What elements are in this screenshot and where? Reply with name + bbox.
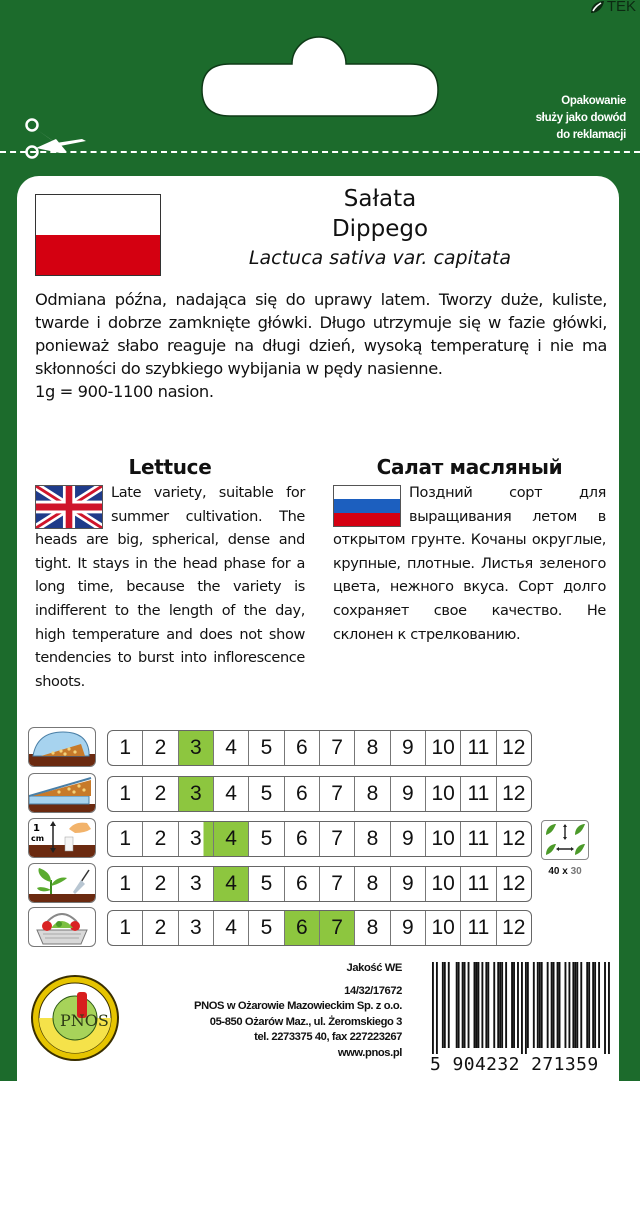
brand-name: TEK xyxy=(606,0,636,15)
month-cell: 4 xyxy=(214,731,249,765)
description-text: Odmiana późna, nadająca się do uprawy latem. Tworzy duże, kuliste, twarde i dobrze zamknięte główki. Długo utrzymuje się w fazie główki, ponieważ słabo reaguje na długi dzień, wysoką temperaturę i nie ma skłonności do szybkiego wybijania w pędy nasienne. xyxy=(35,290,607,378)
month-cell: 7 xyxy=(320,867,355,901)
month-cell: 12 xyxy=(502,872,526,895)
month-cell: 5 xyxy=(249,822,284,856)
english-text: Late variety, suitable for summer cultivation. The heads are big, spherical, dense and tight. It stays in the head phase for a long time, because the variety is indifferent to the length of the day, high temperature and does not show tendencies to burst into inflorescence shoots. xyxy=(35,485,305,690)
company-website[interactable]: www.pnos.pl xyxy=(337,1046,402,1059)
month-cell: 11 xyxy=(461,777,496,811)
month-cell: 10 xyxy=(426,731,461,765)
svg-text:cm: cm xyxy=(31,834,45,843)
quality-mark: Jakość WE xyxy=(346,962,402,974)
month-cell: 12 xyxy=(502,827,526,850)
latin-name: Lactuca sativa var. capitata xyxy=(248,247,512,269)
month-cell: 7 xyxy=(320,822,355,856)
month-cell: 10 xyxy=(426,867,461,901)
sowing-depth-1cm-icon xyxy=(28,818,96,858)
month-cell: 9 xyxy=(391,777,426,811)
month-cell: 9 xyxy=(391,867,426,901)
variety-name: Dippego xyxy=(331,216,429,242)
cut-line xyxy=(0,151,640,153)
month-cell: 1 xyxy=(108,731,143,765)
month-cell: 6 xyxy=(285,867,320,901)
svg-text:1: 1 xyxy=(33,823,40,834)
calendar-row xyxy=(28,864,526,902)
month-cell: 8 xyxy=(355,911,390,945)
month-cell: 8 xyxy=(355,867,390,901)
barcode xyxy=(432,962,610,1054)
month-cell: 3 xyxy=(179,777,214,811)
month-cell: 12 xyxy=(502,916,526,939)
english-section xyxy=(35,452,305,694)
company-address: 05-850 Ożarów Maz., ul. Żeromskiego 3 xyxy=(209,1015,402,1028)
description-polish xyxy=(35,288,607,403)
notice-line: służy jako dowód xyxy=(535,112,626,124)
month-cell: 11 xyxy=(461,822,496,856)
calendar-row xyxy=(28,908,526,946)
month-cell: 9 xyxy=(391,822,426,856)
cold-frame-sowing-icon xyxy=(28,773,96,813)
plant-spacing: 30 xyxy=(570,866,582,877)
company-name: PNOS w Ożarowie Mazowieckim Sp. z o.o. xyxy=(194,1000,402,1013)
month-cell: 2 xyxy=(143,867,178,901)
calendar-row xyxy=(28,819,526,857)
month-cell: 1 xyxy=(108,777,143,811)
month-cell: 10 xyxy=(426,822,461,856)
scissors-icon xyxy=(20,117,90,161)
seeds-per-gram: 1g = 900-1100 nasion. xyxy=(35,382,214,401)
month-cell: 8 xyxy=(355,777,390,811)
month-strip xyxy=(107,910,532,946)
month-cell: 8 xyxy=(355,731,390,765)
month-cell: 7 xyxy=(320,731,355,765)
month-cell: 2 xyxy=(143,777,178,811)
company-info xyxy=(110,961,402,1062)
harvest-basket-icon xyxy=(28,907,96,947)
month-cell: 2 xyxy=(143,731,178,765)
russian-title: Салат масляный xyxy=(376,455,563,479)
russian-section xyxy=(333,452,606,647)
month-strip xyxy=(107,866,532,902)
month-cell: 7 xyxy=(320,777,355,811)
month-cell: 10 xyxy=(426,777,461,811)
month-cell: 11 xyxy=(461,731,496,765)
month-cell: 5 xyxy=(249,777,284,811)
month-cell: 7 xyxy=(320,911,355,945)
month-cell: 4 xyxy=(214,911,249,945)
month-strip xyxy=(107,821,532,857)
uk-flag-icon xyxy=(35,485,103,529)
barcode-number: 5 904232 271359 xyxy=(430,1054,599,1075)
greenhouse-tunnel-sowing-icon xyxy=(28,727,96,767)
month-strip xyxy=(107,730,532,766)
transplanting-seedling-icon xyxy=(28,863,96,903)
month-cell: 1 xyxy=(108,822,143,856)
company-phone: tel. 2273375 40, fax 227223267 xyxy=(254,1031,402,1044)
month-cell: 6 xyxy=(285,822,320,856)
month-cell: 3 xyxy=(179,822,214,856)
month-cell: 6 xyxy=(285,911,320,945)
month-cell: 2 xyxy=(143,822,178,856)
month-cell: 11 xyxy=(461,867,496,901)
month-cell: 2 xyxy=(143,911,178,945)
month-cell: 9 xyxy=(391,731,426,765)
calendar-row xyxy=(28,728,526,766)
month-strip xyxy=(107,776,532,812)
month-cell: 11 xyxy=(461,911,496,945)
plant-spacing-label xyxy=(541,866,589,877)
warranty-notice xyxy=(536,93,626,144)
month-cell: 5 xyxy=(249,911,284,945)
svg-text:PNOS: PNOS xyxy=(60,1011,109,1030)
notice-line: Opakowanie xyxy=(561,95,626,107)
month-cell: 1 xyxy=(108,867,143,901)
calendar-row xyxy=(28,774,526,812)
month-cell: 4 xyxy=(214,867,249,901)
pnos-logo xyxy=(30,974,120,1062)
month-cell: 12 xyxy=(502,782,526,805)
row-spacing: 40 xyxy=(548,866,560,877)
month-cell: 8 xyxy=(355,822,390,856)
spacing-separator: x xyxy=(562,866,568,877)
month-cell: 3 xyxy=(179,731,214,765)
month-cell: 4 xyxy=(214,822,249,856)
plant-spacing-icon xyxy=(541,820,589,860)
month-cell: 4 xyxy=(214,777,249,811)
month-cell: 3 xyxy=(179,911,214,945)
poland-flag-icon xyxy=(35,194,161,276)
month-cell: 5 xyxy=(249,867,284,901)
month-cell: 5 xyxy=(249,731,284,765)
month-cell: 1 xyxy=(108,911,143,945)
month-cell: 9 xyxy=(391,911,426,945)
russian-text: Поздний сорт для выращивания летом в открытом грунте. Кочаны округлые, крупные, плотные. Листья зеленого цвета, нежного вкуса. Сорт долго сохраняет свое качество. Не склонен к стрелкованию. xyxy=(333,485,606,643)
month-cell: 6 xyxy=(285,731,320,765)
notice-line: do reklamacji xyxy=(556,129,626,141)
month-cell: 10 xyxy=(426,911,461,945)
russia-flag-icon xyxy=(333,485,401,527)
month-cell: 3 xyxy=(179,867,214,901)
month-cell: 6 xyxy=(285,777,320,811)
product-name: Sałata xyxy=(343,186,417,212)
product-code: 14/32/17672 xyxy=(344,984,402,997)
product-title xyxy=(200,184,560,272)
month-cell: 12 xyxy=(502,736,526,759)
english-title: Lettuce xyxy=(128,455,212,479)
